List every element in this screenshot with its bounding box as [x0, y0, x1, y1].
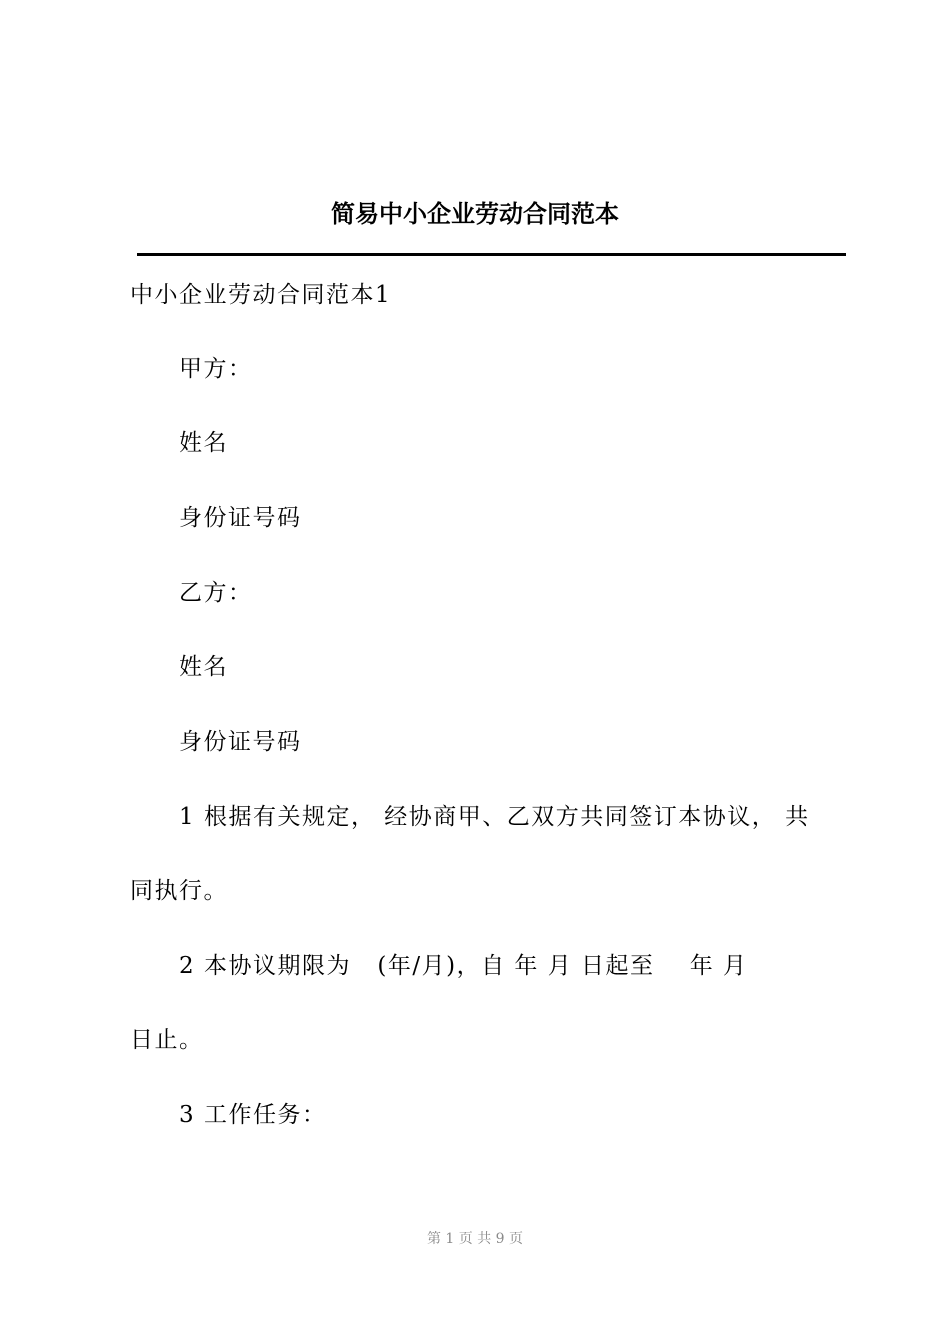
party-b-id-label: 身份证号码	[179, 729, 302, 755]
document-title: 简易中小企业劳动合同范本	[331, 199, 619, 228]
clause-1-line-2: 同执行。	[130, 878, 228, 904]
party-a-name-label: 姓名	[179, 430, 228, 456]
clause-1-line-1: 1 根据有关规定， 经协商甲、乙双方共同签订本协议， 共	[179, 804, 810, 830]
clause-2-line-2: 日止。	[130, 1027, 204, 1053]
party-b-label: 乙方：	[179, 580, 253, 606]
party-a-id-label: 身份证号码	[179, 505, 302, 531]
party-a-label: 甲方：	[179, 356, 253, 382]
page-number: 第 1 页 共 9 页	[426, 1231, 524, 1247]
clause-3-heading: 3 工作任务：	[179, 1102, 327, 1128]
party-b-name-label: 姓名	[179, 654, 228, 680]
title-divider	[137, 253, 846, 256]
clause-2-line-1: 2 本协议期限为 (年/月)，自 年 月 日起至 年 月	[179, 953, 748, 979]
section-heading: 中小企业劳动合同范本1	[130, 282, 392, 308]
